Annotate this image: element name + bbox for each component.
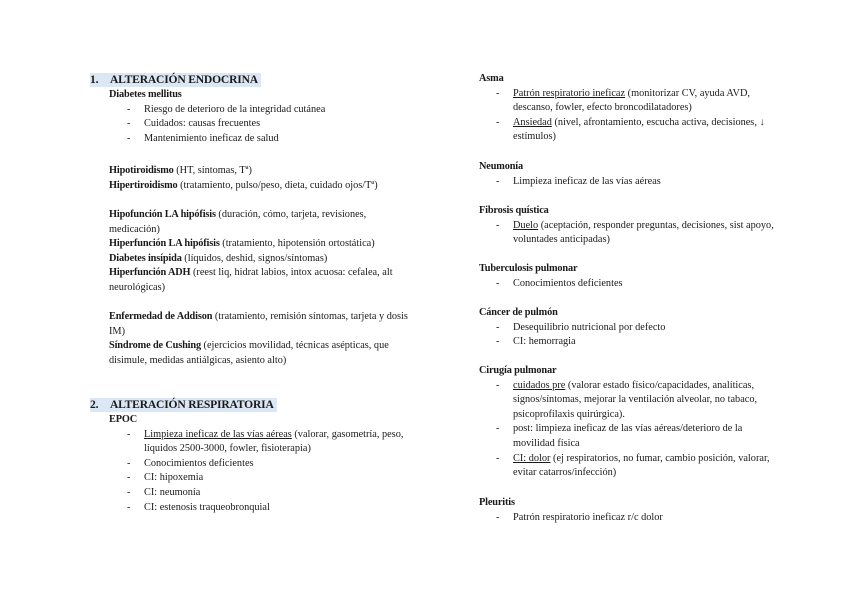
fibrosis-list xyxy=(479,219,779,248)
tuberculosis-list xyxy=(479,277,779,292)
list-item: - Riesgo de deterioro de la integridad cutánea xyxy=(127,103,326,115)
asma-heading: Asma xyxy=(479,73,504,84)
diabetes-insipida-line: Diabetes insípida (líquidos, deshid, signos/síntomas) xyxy=(109,252,328,264)
neumonia-block xyxy=(479,160,779,189)
hipotiroidismo-line: Hipotiroidismo (HT, síntomas, Tª) xyxy=(109,165,252,176)
list-item: - Patrón respiratorio ineficaz r/c dolor xyxy=(496,511,663,523)
cirugia-block xyxy=(479,364,779,481)
diabetes-mellitus-block xyxy=(90,88,412,146)
cirugia-heading: Cirugía pulmonar xyxy=(479,365,557,376)
asma-list xyxy=(479,87,779,145)
pleuritis-list xyxy=(479,511,779,526)
list-item: - Desequilibrio nutricional por defecto xyxy=(496,321,666,333)
list-item: - CI: dolor (ej respiratorios, no fumar, cambio posición, valorar, evitar catarros/infección) xyxy=(496,452,770,479)
pleuritis-heading: Pleuritis xyxy=(479,497,515,508)
hiperfuncion-adh-line: Hiperfunción ADH (reest liq, hidrat labios, intox acuosa: cefalea, alt neurológicas) xyxy=(109,267,393,293)
list-item: - Limpieza ineficaz de las vías aéreas xyxy=(496,175,661,187)
list-item: - Limpieza ineficaz de las vías aéreas (valorar, gasometría, peso, líquidos 2500-3000, fowler, fisioterapia) xyxy=(127,428,404,455)
cirugia-list xyxy=(479,379,779,481)
cancer-heading: Cáncer de pulmón xyxy=(479,307,558,318)
tuberculosis-block xyxy=(479,262,779,291)
list-item: - Duelo (aceptación, responder preguntas, decisiones, sist apoyo, voluntades anticipadas) xyxy=(496,219,774,246)
diabetes-mellitus-heading: Diabetes mellitus xyxy=(109,89,182,100)
list-item: - Patrón respiratorio ineficaz (monitorizar CV, ayuda AVD, descanso, fowler, efecto broncodilatadores) xyxy=(496,87,750,114)
section-heading-endocrina: 1. ALTERACIÓN ENDOCRINA xyxy=(90,72,261,87)
list-item: - CI: neumonía xyxy=(127,486,201,498)
list-item: - Mantenimiento ineficaz de salud xyxy=(127,132,279,144)
pleuritis-block xyxy=(479,496,779,525)
diabetes-mellitus-list xyxy=(90,103,412,147)
neumonia-heading: Neumonía xyxy=(479,161,523,172)
list-item: - Cuidados: causas frecuentes xyxy=(127,118,261,130)
list-item: - Ansiedad (nivel, afrontamiento, escucha activa, decisiones, ↓ estímulos) xyxy=(496,116,765,143)
hipofuncion-line: Hipofunción LA hipófisis (duración, cómo, tarjeta, revisiones, medicación) xyxy=(109,209,367,235)
list-item: - cuidados pre (valorar estado físico/capacidades, analíticas, signos/síntomas, mejorar la ventilación alveolar, no tabaco, psicoprofilaxis quirúrgica). xyxy=(496,379,758,420)
cancer-block xyxy=(479,306,779,350)
list-item: - CI: hemorragia xyxy=(496,336,576,348)
tuberculosis-heading: Tuberculosis pulmonar xyxy=(479,263,578,274)
cushing-line: Síndrome de Cushing (ejercicios movilidad, técnicas asépticas, que disimule, medidas antiálgicas, asiento alto) xyxy=(109,340,389,366)
fibrosis-heading: Fibrosis quística xyxy=(479,205,549,216)
adrenal-block xyxy=(90,310,412,368)
list-item: - Conocimientos deficientes xyxy=(127,457,254,469)
epoc-block xyxy=(90,413,412,515)
neumonia-list xyxy=(479,175,779,190)
list-item: - CI: hipoxemia xyxy=(127,472,204,484)
list-item: - Conocimientos deficientes xyxy=(496,277,623,289)
fibrosis-block xyxy=(479,204,779,248)
hipertiroidismo-line: Hipertiroidismo (tratamiento, pulso/peso, dieta, cuidado ojos/Tª) xyxy=(109,179,378,191)
section-heading-respiratoria: 2. ALTERACIÓN RESPIRATORIA xyxy=(90,397,277,412)
epoc-list xyxy=(90,428,412,516)
thyroid-block xyxy=(90,164,412,193)
list-item: - post: limpieza ineficaz de las vías aéreas/deterioro de la movilidad física xyxy=(496,423,743,449)
pituitary-block xyxy=(90,208,412,296)
cancer-list xyxy=(479,321,779,350)
list-item: - CI: estenosis traqueobronquial xyxy=(127,501,270,513)
epoc-heading: EPOC xyxy=(109,414,138,425)
asma-block xyxy=(479,72,779,145)
addison-line: Enfermedad de Addison (tratamiento, remisión síntomas, tarjeta y dosis IM) xyxy=(109,311,408,337)
hiperfuncion-line: Hiperfunción LA hipófisis (tratamiento, hipotensión ortostática) xyxy=(109,238,375,250)
